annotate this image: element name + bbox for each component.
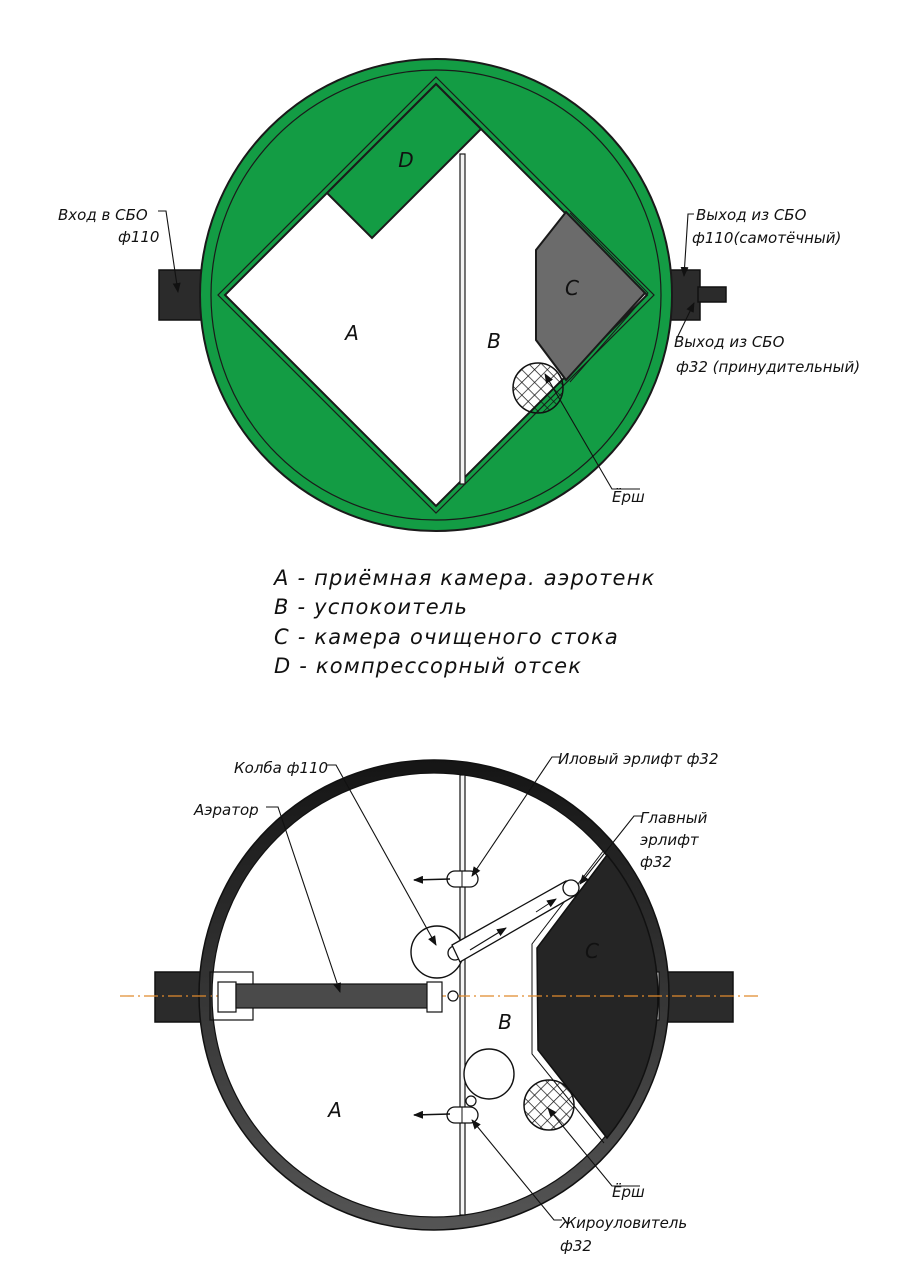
- top-view: [58, 59, 860, 531]
- bottom-chamber-a-letter: A: [328, 1098, 342, 1122]
- chamber-c-letter: C: [565, 276, 579, 300]
- partition-a-b: [460, 154, 465, 484]
- partition-bottom: [460, 775, 465, 1215]
- pressure-outlet-label-line2: ф32 (принудительный): [676, 358, 861, 376]
- legend-item-a: A - приёмная камера. аэротенк: [274, 566, 656, 590]
- inlet-label-line1: Вход в СБО: [58, 206, 148, 224]
- legend: [272, 566, 655, 678]
- brush-top: [513, 363, 563, 413]
- chamber-b-letter: B: [487, 329, 501, 353]
- inlet-label-line2: ф110: [118, 228, 160, 246]
- legend-item-b: B - успокоитель: [274, 595, 469, 619]
- brush-bottom-label: Ёрш: [612, 1183, 645, 1201]
- main-airlift-label-line2: эрлифт: [640, 831, 699, 849]
- pressure-outlet-pipe: [698, 287, 726, 302]
- brush-bottom: [524, 1080, 574, 1130]
- aerator-label: Аэратор: [194, 801, 259, 819]
- bottom-chamber-b-letter: B: [498, 1010, 512, 1034]
- chamber-d-letter: D: [398, 148, 414, 172]
- main-airlift-label-line1: Главный: [640, 809, 708, 827]
- bottom-chamber-c-letter: C: [585, 939, 599, 963]
- legend-item-d: D - компрессорный отсек: [274, 654, 583, 678]
- main-airlift-label-line3: ф32: [640, 853, 672, 871]
- gravity-outlet-label-line2: ф110(самотёчный): [692, 229, 842, 247]
- bottom-view: [120, 750, 760, 1255]
- brush-top-label: Ёрш: [612, 488, 645, 506]
- flask-label: Колба ф110: [234, 759, 329, 777]
- gravity-outlet-label-line1: Выход из СБО: [696, 206, 807, 224]
- grease-trap-label-line1: Жироуловитель: [560, 1214, 688, 1232]
- pressure-outlet-label-line1: Выход из СБО: [674, 333, 785, 351]
- aerator-tube: [236, 984, 428, 1008]
- legend-item-c: C - камера очищеного стока: [274, 625, 619, 649]
- outlet-pipe-bottom: [660, 972, 733, 1022]
- settler-circle: [464, 1049, 514, 1099]
- grease-trap-label-line2: ф32: [560, 1237, 592, 1255]
- chamber-a-letter: A: [345, 321, 359, 345]
- sludge-airlift-label: Иловый эрлифт ф32: [558, 750, 719, 768]
